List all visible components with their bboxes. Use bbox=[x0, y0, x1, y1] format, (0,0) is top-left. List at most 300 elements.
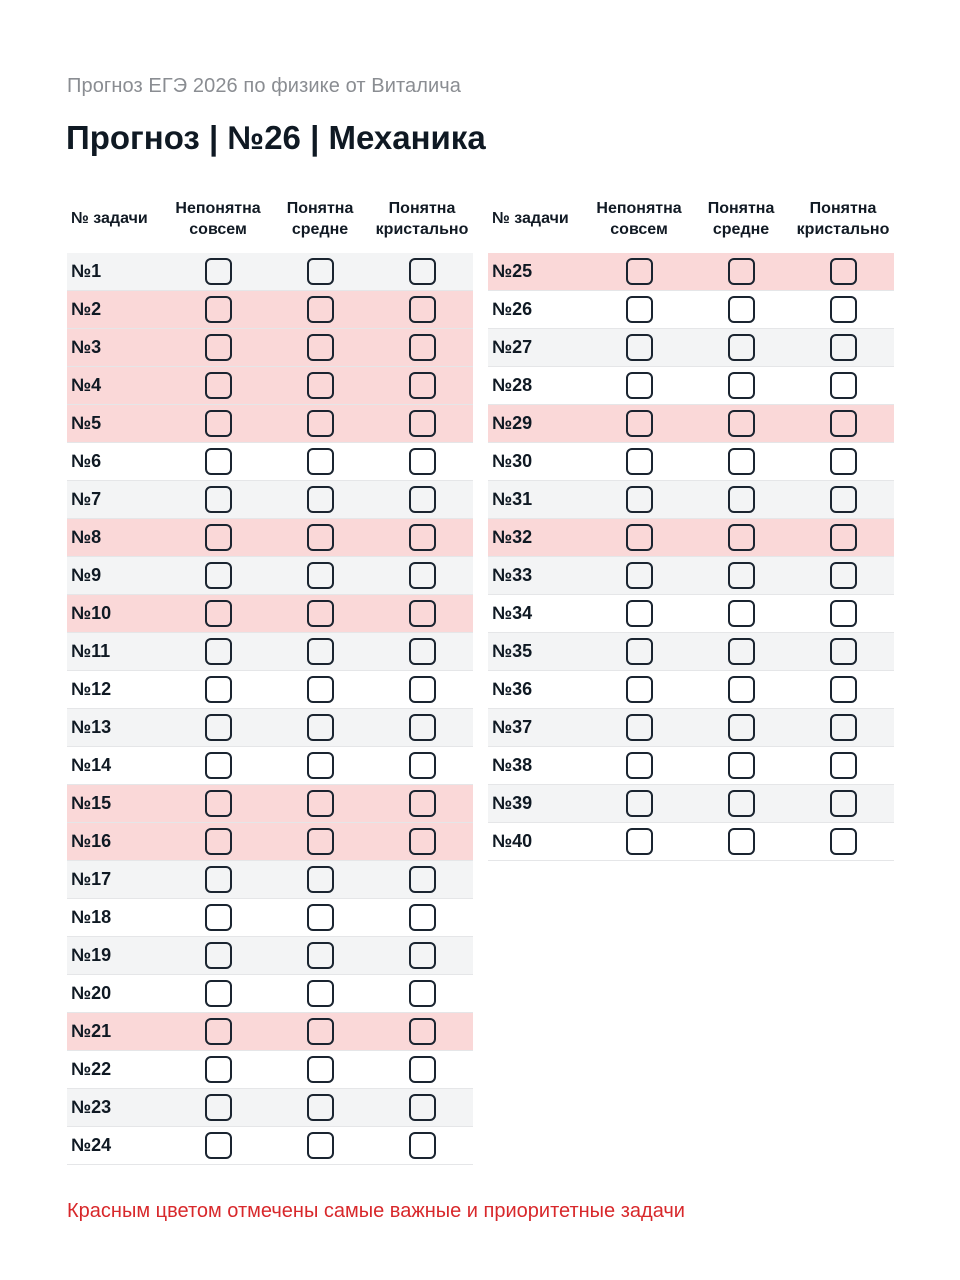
medium-understood-checkbox[interactable] bbox=[307, 714, 334, 741]
not-understood-checkbox[interactable] bbox=[205, 1056, 232, 1083]
checkbox-cell bbox=[371, 676, 473, 703]
checkbox-cell bbox=[690, 676, 792, 703]
medium-understood-checkbox[interactable] bbox=[307, 638, 334, 665]
not-understood-checkbox[interactable] bbox=[205, 866, 232, 893]
checkbox-cell bbox=[269, 296, 371, 323]
medium-understood-checkbox[interactable] bbox=[307, 524, 334, 551]
fully-understood-checkbox[interactable] bbox=[830, 638, 857, 665]
task-number: №38 bbox=[492, 755, 533, 775]
table-row bbox=[67, 329, 473, 367]
medium-understood-checkbox[interactable] bbox=[728, 524, 755, 551]
table-row bbox=[67, 1051, 473, 1089]
fully-understood-checkbox[interactable] bbox=[409, 600, 436, 627]
task-number: №15 bbox=[71, 793, 112, 813]
checkbox-cell bbox=[792, 828, 894, 855]
checkbox-cell bbox=[167, 1094, 269, 1121]
header-medium-understood: Понятна средне bbox=[707, 200, 775, 238]
task-number: №21 bbox=[71, 1021, 112, 1041]
medium-understood-checkbox[interactable] bbox=[728, 828, 755, 855]
task-table-right bbox=[488, 186, 894, 861]
fully-understood-checkbox[interactable] bbox=[409, 486, 436, 513]
fully-understood-checkbox[interactable] bbox=[409, 828, 436, 855]
table-row bbox=[488, 291, 894, 329]
table-row bbox=[488, 481, 894, 519]
header-fully-understood: Понятна кристально bbox=[796, 200, 890, 238]
table-row bbox=[488, 329, 894, 367]
checkbox-cell bbox=[588, 448, 690, 475]
table-row bbox=[67, 405, 473, 443]
checkbox-cell bbox=[588, 296, 690, 323]
checkbox-cell bbox=[371, 410, 473, 437]
medium-understood-checkbox[interactable] bbox=[307, 904, 334, 931]
task-number: №10 bbox=[71, 603, 112, 623]
medium-understood-checkbox[interactable] bbox=[307, 372, 334, 399]
fully-understood-checkbox[interactable] bbox=[409, 980, 436, 1007]
table-header bbox=[67, 186, 473, 252]
not-understood-checkbox[interactable] bbox=[626, 334, 653, 361]
fully-understood-checkbox[interactable] bbox=[409, 334, 436, 361]
fully-understood-checkbox[interactable] bbox=[409, 1018, 436, 1045]
not-understood-checkbox[interactable] bbox=[626, 676, 653, 703]
medium-understood-checkbox[interactable] bbox=[307, 258, 334, 285]
fully-understood-checkbox[interactable] bbox=[409, 1094, 436, 1121]
task-number: №8 bbox=[71, 527, 102, 547]
checkbox-cell bbox=[690, 562, 792, 589]
checkbox-cell bbox=[690, 524, 792, 551]
checkbox-cell bbox=[588, 486, 690, 513]
table-row bbox=[488, 747, 894, 785]
checkbox-cell bbox=[167, 904, 269, 931]
checkbox-cell bbox=[269, 258, 371, 285]
checkbox-cell bbox=[690, 486, 792, 513]
medium-understood-checkbox[interactable] bbox=[307, 752, 334, 779]
checkbox-cell bbox=[792, 638, 894, 665]
checkbox-cell bbox=[371, 752, 473, 779]
not-understood-checkbox[interactable] bbox=[205, 1094, 232, 1121]
checkbox-cell bbox=[690, 752, 792, 779]
table-row bbox=[488, 557, 894, 595]
checkbox-cell bbox=[269, 1094, 371, 1121]
not-understood-checkbox[interactable] bbox=[205, 638, 232, 665]
medium-understood-checkbox[interactable] bbox=[307, 942, 334, 969]
table-row bbox=[67, 443, 473, 481]
checkbox-cell bbox=[690, 790, 792, 817]
checkbox-cell bbox=[167, 714, 269, 741]
table-header bbox=[488, 186, 894, 252]
checkbox-cell bbox=[269, 1018, 371, 1045]
fully-understood-checkbox[interactable] bbox=[830, 296, 857, 323]
checkbox-cell bbox=[792, 714, 894, 741]
checkbox-cell bbox=[269, 600, 371, 627]
not-understood-checkbox[interactable] bbox=[626, 790, 653, 817]
medium-understood-checkbox[interactable] bbox=[307, 866, 334, 893]
checkbox-cell bbox=[690, 410, 792, 437]
not-understood-checkbox[interactable] bbox=[205, 524, 232, 551]
checkbox-cell bbox=[792, 676, 894, 703]
table-row bbox=[67, 823, 473, 861]
table-row bbox=[67, 1127, 473, 1165]
fully-understood-checkbox[interactable] bbox=[830, 828, 857, 855]
not-understood-checkbox[interactable] bbox=[205, 296, 232, 323]
checkbox-cell bbox=[371, 1056, 473, 1083]
fully-understood-checkbox[interactable] bbox=[830, 372, 857, 399]
checkbox-cell bbox=[690, 258, 792, 285]
table-row bbox=[67, 671, 473, 709]
table-row bbox=[488, 519, 894, 557]
task-table-left bbox=[67, 186, 473, 1165]
fully-understood-checkbox[interactable] bbox=[830, 790, 857, 817]
not-understood-checkbox[interactable] bbox=[205, 372, 232, 399]
header-not-understood: Непонятна совсем bbox=[175, 200, 261, 238]
header-not-understood: Непонятна совсем bbox=[596, 200, 682, 238]
checkbox-cell bbox=[792, 448, 894, 475]
not-understood-checkbox[interactable] bbox=[205, 828, 232, 855]
fully-understood-checkbox[interactable] bbox=[409, 676, 436, 703]
medium-understood-checkbox[interactable] bbox=[728, 486, 755, 513]
table-row bbox=[488, 595, 894, 633]
checkbox-cell bbox=[588, 600, 690, 627]
medium-understood-checkbox[interactable] bbox=[307, 1056, 334, 1083]
checkbox-cell bbox=[167, 1056, 269, 1083]
fully-understood-checkbox[interactable] bbox=[830, 524, 857, 551]
task-number: №9 bbox=[71, 565, 102, 585]
fully-understood-checkbox[interactable] bbox=[830, 334, 857, 361]
checkbox-cell bbox=[167, 448, 269, 475]
not-understood-checkbox[interactable] bbox=[205, 486, 232, 513]
checkbox-cell bbox=[588, 638, 690, 665]
task-number: №39 bbox=[492, 793, 533, 813]
table-row bbox=[488, 253, 894, 291]
checkbox-cell bbox=[371, 524, 473, 551]
checkbox-cell bbox=[371, 600, 473, 627]
not-understood-checkbox[interactable] bbox=[626, 258, 653, 285]
checkbox-cell bbox=[269, 676, 371, 703]
checkbox-cell bbox=[588, 562, 690, 589]
medium-understood-checkbox[interactable] bbox=[728, 752, 755, 779]
fully-understood-checkbox[interactable] bbox=[409, 714, 436, 741]
medium-understood-checkbox[interactable] bbox=[307, 448, 334, 475]
not-understood-checkbox[interactable] bbox=[626, 714, 653, 741]
checkbox-cell bbox=[792, 524, 894, 551]
table-row bbox=[67, 557, 473, 595]
checkbox-cell bbox=[167, 866, 269, 893]
fully-understood-checkbox[interactable] bbox=[409, 562, 436, 589]
checkbox-cell bbox=[269, 980, 371, 1007]
checkbox-cell bbox=[792, 562, 894, 589]
checkbox-cell bbox=[690, 334, 792, 361]
checkbox-cell bbox=[371, 980, 473, 1007]
checkbox-cell bbox=[371, 258, 473, 285]
medium-understood-checkbox[interactable] bbox=[728, 600, 755, 627]
checkbox-cell bbox=[371, 828, 473, 855]
not-understood-checkbox[interactable] bbox=[205, 942, 232, 969]
checkbox-cell bbox=[269, 562, 371, 589]
fully-understood-checkbox[interactable] bbox=[409, 410, 436, 437]
fully-understood-checkbox[interactable] bbox=[409, 790, 436, 817]
task-number: №30 bbox=[492, 451, 533, 471]
task-number: №18 bbox=[71, 907, 112, 927]
medium-understood-checkbox[interactable] bbox=[307, 676, 334, 703]
checkbox-cell bbox=[588, 828, 690, 855]
fully-understood-checkbox[interactable] bbox=[409, 638, 436, 665]
task-number: №29 bbox=[492, 413, 533, 433]
not-understood-checkbox[interactable] bbox=[626, 372, 653, 399]
not-understood-checkbox[interactable] bbox=[205, 600, 232, 627]
not-understood-checkbox[interactable] bbox=[205, 562, 232, 589]
table-row bbox=[67, 481, 473, 519]
checkbox-cell bbox=[167, 524, 269, 551]
task-number: №32 bbox=[492, 527, 533, 547]
fully-understood-checkbox[interactable] bbox=[409, 372, 436, 399]
medium-understood-checkbox[interactable] bbox=[307, 486, 334, 513]
checkbox-cell bbox=[588, 334, 690, 361]
checkbox-cell bbox=[588, 752, 690, 779]
checkbox-cell bbox=[690, 372, 792, 399]
task-number: №14 bbox=[71, 755, 112, 775]
table-row bbox=[67, 519, 473, 557]
fully-understood-checkbox[interactable] bbox=[830, 600, 857, 627]
checkbox-cell bbox=[167, 410, 269, 437]
medium-understood-checkbox[interactable] bbox=[728, 334, 755, 361]
checkbox-cell bbox=[371, 334, 473, 361]
fully-understood-checkbox[interactable] bbox=[409, 296, 436, 323]
medium-understood-checkbox[interactable] bbox=[307, 296, 334, 323]
medium-understood-checkbox[interactable] bbox=[307, 980, 334, 1007]
not-understood-checkbox[interactable] bbox=[205, 904, 232, 931]
table-row bbox=[67, 291, 473, 329]
table-row bbox=[67, 595, 473, 633]
task-number: №3 bbox=[71, 337, 102, 357]
not-understood-checkbox[interactable] bbox=[205, 714, 232, 741]
checkbox-cell bbox=[269, 714, 371, 741]
medium-understood-checkbox[interactable] bbox=[728, 258, 755, 285]
table-row bbox=[488, 823, 894, 861]
table-row bbox=[67, 709, 473, 747]
task-number: №36 bbox=[492, 679, 533, 699]
medium-understood-checkbox[interactable] bbox=[307, 334, 334, 361]
fully-understood-checkbox[interactable] bbox=[409, 1056, 436, 1083]
checkbox-cell bbox=[167, 1018, 269, 1045]
fully-understood-checkbox[interactable] bbox=[409, 1132, 436, 1159]
medium-understood-checkbox[interactable] bbox=[728, 410, 755, 437]
table-row bbox=[488, 633, 894, 671]
not-understood-checkbox[interactable] bbox=[626, 296, 653, 323]
not-understood-checkbox[interactable] bbox=[626, 828, 653, 855]
checkbox-cell bbox=[371, 714, 473, 741]
fully-understood-checkbox[interactable] bbox=[830, 448, 857, 475]
medium-understood-checkbox[interactable] bbox=[728, 448, 755, 475]
task-number: №6 bbox=[71, 451, 102, 471]
checkbox-cell bbox=[792, 790, 894, 817]
checkbox-cell bbox=[269, 942, 371, 969]
table-row bbox=[67, 899, 473, 937]
checkbox-cell bbox=[371, 904, 473, 931]
not-understood-checkbox[interactable] bbox=[626, 638, 653, 665]
not-understood-checkbox[interactable] bbox=[205, 258, 232, 285]
medium-understood-checkbox[interactable] bbox=[728, 296, 755, 323]
table-row bbox=[67, 975, 473, 1013]
checkbox-cell bbox=[588, 372, 690, 399]
table-row bbox=[67, 785, 473, 823]
medium-understood-checkbox[interactable] bbox=[728, 676, 755, 703]
not-understood-checkbox[interactable] bbox=[626, 562, 653, 589]
medium-understood-checkbox[interactable] bbox=[728, 372, 755, 399]
fully-understood-checkbox[interactable] bbox=[830, 486, 857, 513]
medium-understood-checkbox[interactable] bbox=[728, 714, 755, 741]
checkbox-cell bbox=[269, 638, 371, 665]
not-understood-checkbox[interactable] bbox=[205, 790, 232, 817]
checkbox-cell bbox=[792, 410, 894, 437]
table-row bbox=[488, 443, 894, 481]
checkbox-cell bbox=[167, 1132, 269, 1159]
checkbox-cell bbox=[588, 790, 690, 817]
checkbox-cell bbox=[167, 296, 269, 323]
checkbox-cell bbox=[269, 486, 371, 513]
table-row bbox=[67, 1013, 473, 1051]
checkbox-cell bbox=[269, 410, 371, 437]
fully-understood-checkbox[interactable] bbox=[409, 448, 436, 475]
fully-understood-checkbox[interactable] bbox=[409, 258, 436, 285]
table-row bbox=[488, 709, 894, 747]
checkbox-cell bbox=[371, 372, 473, 399]
task-number: №34 bbox=[492, 603, 533, 623]
task-number: №4 bbox=[71, 375, 102, 395]
checkbox-cell bbox=[792, 258, 894, 285]
not-understood-checkbox[interactable] bbox=[626, 600, 653, 627]
not-understood-checkbox[interactable] bbox=[626, 448, 653, 475]
checkbox-cell bbox=[167, 258, 269, 285]
header-task-number: № задачи bbox=[71, 210, 148, 227]
fully-understood-checkbox[interactable] bbox=[409, 904, 436, 931]
checkbox-cell bbox=[167, 942, 269, 969]
table-row bbox=[67, 861, 473, 899]
checkbox-cell bbox=[371, 1094, 473, 1121]
fully-understood-checkbox[interactable] bbox=[830, 562, 857, 589]
task-number: №7 bbox=[71, 489, 102, 509]
checkbox-cell bbox=[792, 752, 894, 779]
checkbox-cell bbox=[167, 486, 269, 513]
not-understood-checkbox[interactable] bbox=[626, 486, 653, 513]
medium-understood-checkbox[interactable] bbox=[307, 1132, 334, 1159]
medium-understood-checkbox[interactable] bbox=[728, 562, 755, 589]
checkbox-cell bbox=[269, 828, 371, 855]
not-understood-checkbox[interactable] bbox=[205, 980, 232, 1007]
fully-understood-checkbox[interactable] bbox=[409, 942, 436, 969]
fully-understood-checkbox[interactable] bbox=[830, 714, 857, 741]
task-number: №24 bbox=[71, 1135, 112, 1155]
header-task-number: № задачи bbox=[492, 210, 569, 227]
checkbox-cell bbox=[269, 904, 371, 931]
not-understood-checkbox[interactable] bbox=[205, 1018, 232, 1045]
fully-understood-checkbox[interactable] bbox=[409, 524, 436, 551]
medium-understood-checkbox[interactable] bbox=[728, 790, 755, 817]
fully-understood-checkbox[interactable] bbox=[409, 866, 436, 893]
task-number: №19 bbox=[71, 945, 112, 965]
not-understood-checkbox[interactable] bbox=[626, 410, 653, 437]
checkbox-cell bbox=[371, 866, 473, 893]
medium-understood-checkbox[interactable] bbox=[307, 828, 334, 855]
checkbox-cell bbox=[167, 980, 269, 1007]
checkbox-cell bbox=[167, 372, 269, 399]
medium-understood-checkbox[interactable] bbox=[307, 562, 334, 589]
checkbox-cell bbox=[371, 1018, 473, 1045]
medium-understood-checkbox[interactable] bbox=[307, 1018, 334, 1045]
table-row bbox=[488, 367, 894, 405]
not-understood-checkbox[interactable] bbox=[205, 334, 232, 361]
fully-understood-checkbox[interactable] bbox=[830, 676, 857, 703]
checkbox-cell bbox=[792, 296, 894, 323]
checkbox-cell bbox=[269, 866, 371, 893]
checkbox-cell bbox=[792, 600, 894, 627]
table-row bbox=[67, 633, 473, 671]
checkbox-cell bbox=[588, 410, 690, 437]
fully-understood-checkbox[interactable] bbox=[830, 752, 857, 779]
medium-understood-checkbox[interactable] bbox=[307, 600, 334, 627]
task-number: №25 bbox=[492, 261, 533, 281]
task-number: №27 bbox=[492, 337, 533, 357]
task-number: №17 bbox=[71, 869, 112, 889]
not-understood-checkbox[interactable] bbox=[626, 524, 653, 551]
not-understood-checkbox[interactable] bbox=[205, 410, 232, 437]
checkbox-cell bbox=[167, 638, 269, 665]
checkbox-cell bbox=[690, 296, 792, 323]
checkbox-cell bbox=[690, 448, 792, 475]
table-row bbox=[67, 253, 473, 291]
fully-understood-checkbox[interactable] bbox=[830, 258, 857, 285]
checkbox-cell bbox=[167, 600, 269, 627]
task-number: №31 bbox=[492, 489, 533, 509]
checkbox-cell bbox=[371, 1132, 473, 1159]
table-row bbox=[67, 747, 473, 785]
checkbox-cell bbox=[792, 372, 894, 399]
fully-understood-checkbox[interactable] bbox=[830, 410, 857, 437]
checkbox-cell bbox=[371, 296, 473, 323]
checkbox-cell bbox=[167, 676, 269, 703]
table-row bbox=[67, 367, 473, 405]
task-number: №20 bbox=[71, 983, 112, 1003]
not-understood-checkbox[interactable] bbox=[626, 752, 653, 779]
checkbox-cell bbox=[167, 790, 269, 817]
not-understood-checkbox[interactable] bbox=[205, 752, 232, 779]
checkbox-cell bbox=[269, 752, 371, 779]
table-body bbox=[67, 253, 473, 1165]
checkbox-cell bbox=[690, 828, 792, 855]
checkbox-cell bbox=[269, 1132, 371, 1159]
checkbox-cell bbox=[371, 790, 473, 817]
checkbox-cell bbox=[371, 448, 473, 475]
checkbox-cell bbox=[690, 714, 792, 741]
table-row bbox=[67, 1089, 473, 1127]
medium-understood-checkbox[interactable] bbox=[307, 1094, 334, 1121]
checkbox-cell bbox=[269, 334, 371, 361]
checkbox-cell bbox=[792, 486, 894, 513]
checkbox-cell bbox=[269, 1056, 371, 1083]
not-understood-checkbox[interactable] bbox=[205, 448, 232, 475]
not-understood-checkbox[interactable] bbox=[205, 1132, 232, 1159]
task-number: №12 bbox=[71, 679, 112, 699]
medium-understood-checkbox[interactable] bbox=[728, 638, 755, 665]
task-number: №28 bbox=[492, 375, 533, 395]
task-number: №37 bbox=[492, 717, 533, 737]
medium-understood-checkbox[interactable] bbox=[307, 410, 334, 437]
fully-understood-checkbox[interactable] bbox=[409, 752, 436, 779]
not-understood-checkbox[interactable] bbox=[205, 676, 232, 703]
checkbox-cell bbox=[269, 790, 371, 817]
medium-understood-checkbox[interactable] bbox=[307, 790, 334, 817]
checkbox-cell bbox=[792, 334, 894, 361]
task-number: №35 bbox=[492, 641, 533, 661]
priority-note: Красным цветом отмечены самые важные и приоритетные задачи bbox=[67, 1200, 685, 1222]
